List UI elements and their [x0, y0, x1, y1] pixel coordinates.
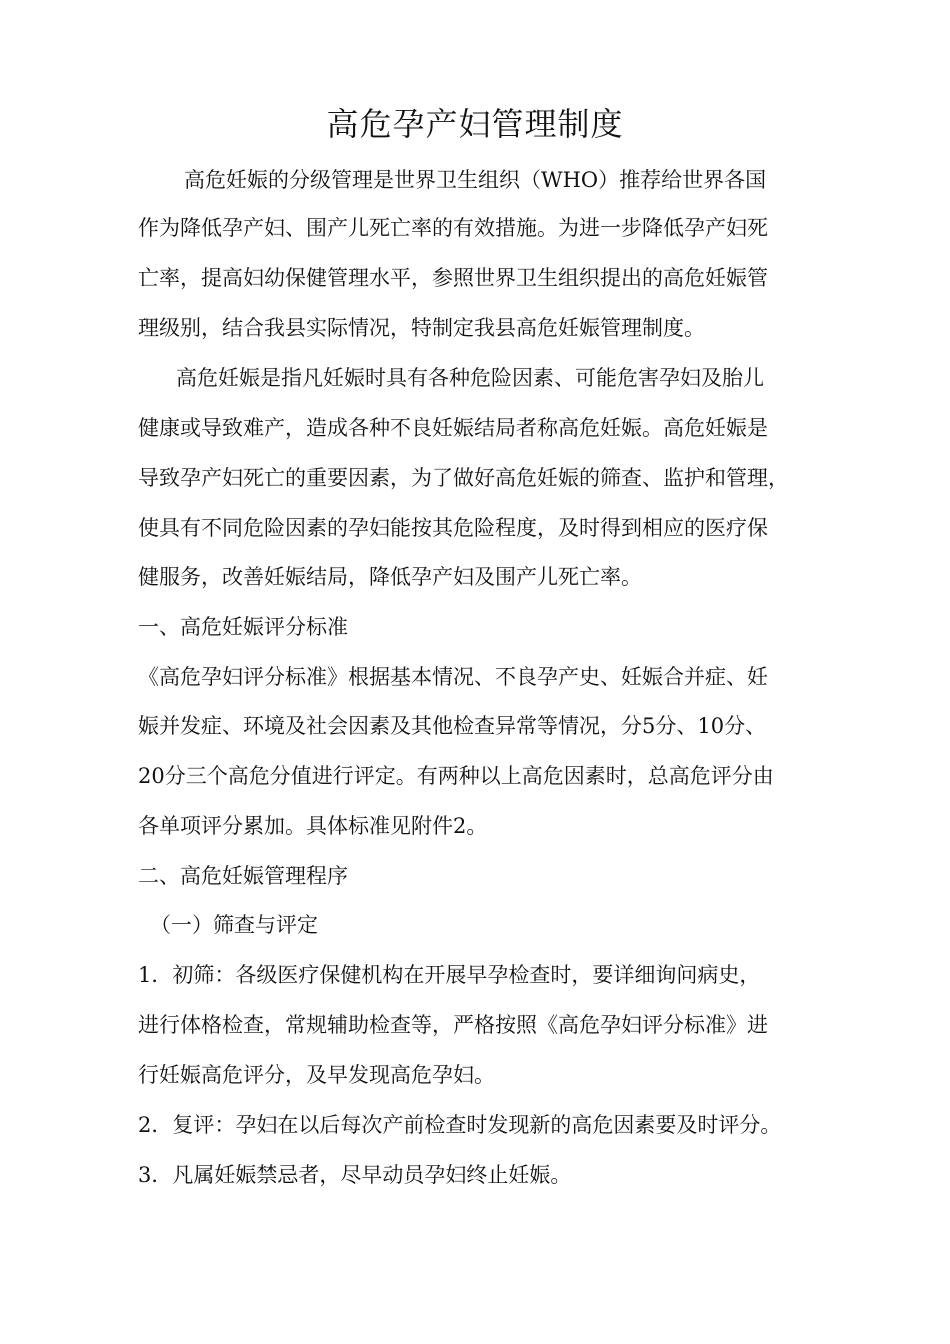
section-heading: 一、高危妊娠评分标准	[138, 615, 348, 639]
paragraph-line: 使具有不同危险因素的孕妇能按其危险程度，及时得到相应的医疗保	[138, 516, 768, 540]
paragraph-line: 20分三个高危分值进行评定。有两种以上高危因素时，总高危评分由	[138, 764, 774, 788]
paragraph-line: 进行体格检查，常规辅助检查等，严格按照《高危孕妇评分标准》进	[138, 1013, 768, 1037]
document-title: 高危孕产妇管理制度	[326, 105, 624, 143]
paragraph-line: 1．初筛：各级医疗保健机构在开展早孕检查时，要详细询问病史，	[138, 963, 761, 987]
paragraph-line: 理级别，结合我县实际情况，特制定我县高危妊娠管理制度。	[138, 316, 705, 340]
paragraph-line: 导致孕产妇死亡的重要因素，为了做好高危妊娠的筛查、监护和管理，	[138, 466, 789, 490]
section-heading: 二、高危妊娠管理程序	[138, 864, 348, 888]
paragraph-line: 亡率，提高妇幼保健管理水平，参照世界卫生组织提出的高危妊娠管	[138, 266, 768, 290]
paragraph-line: 作为降低孕产妇、围产儿死亡率的有效措施。为进一步降低孕产妇死	[138, 216, 768, 240]
paragraph-line: 2．复评：孕妇在以后每次产前检查时发现新的高危因素要及时评分。	[138, 1113, 782, 1137]
paragraph-line: 娠并发症、环境及社会因素及其他检查异常等情况，分5分、10分、	[138, 714, 767, 738]
paragraph-line: 高危妊娠是指凡妊娠时具有各种危险因素、可能危害孕妇及胎儿	[176, 366, 764, 390]
paragraph-line: 《高危孕妇评分标准》根据基本情况、不良孕产史、妊娠合并症、妊	[138, 665, 768, 689]
subsection-heading: （一）筛查与评定	[150, 913, 318, 937]
paragraph-line: 健康或导致难产，造成各种不良妊娠结局者称高危妊娠。高危妊娠是	[138, 416, 768, 440]
paragraph-line: 各单项评分累加。具体标准见附件2。	[138, 814, 488, 838]
paragraph-line: 行妊娠高危评分，及早发现高危孕妇。	[138, 1063, 495, 1087]
paragraph-line: 健服务，改善妊娠结局，降低孕产妇及围产儿死亡率。	[138, 565, 642, 589]
paragraph-line: 3．凡属妊娠禁忌者，尽早动员孕妇终止妊娠。	[138, 1163, 572, 1187]
paragraph-line: 高危妊娠的分级管理是世界卫生组织（WHO）推荐给世界各国	[184, 168, 767, 192]
